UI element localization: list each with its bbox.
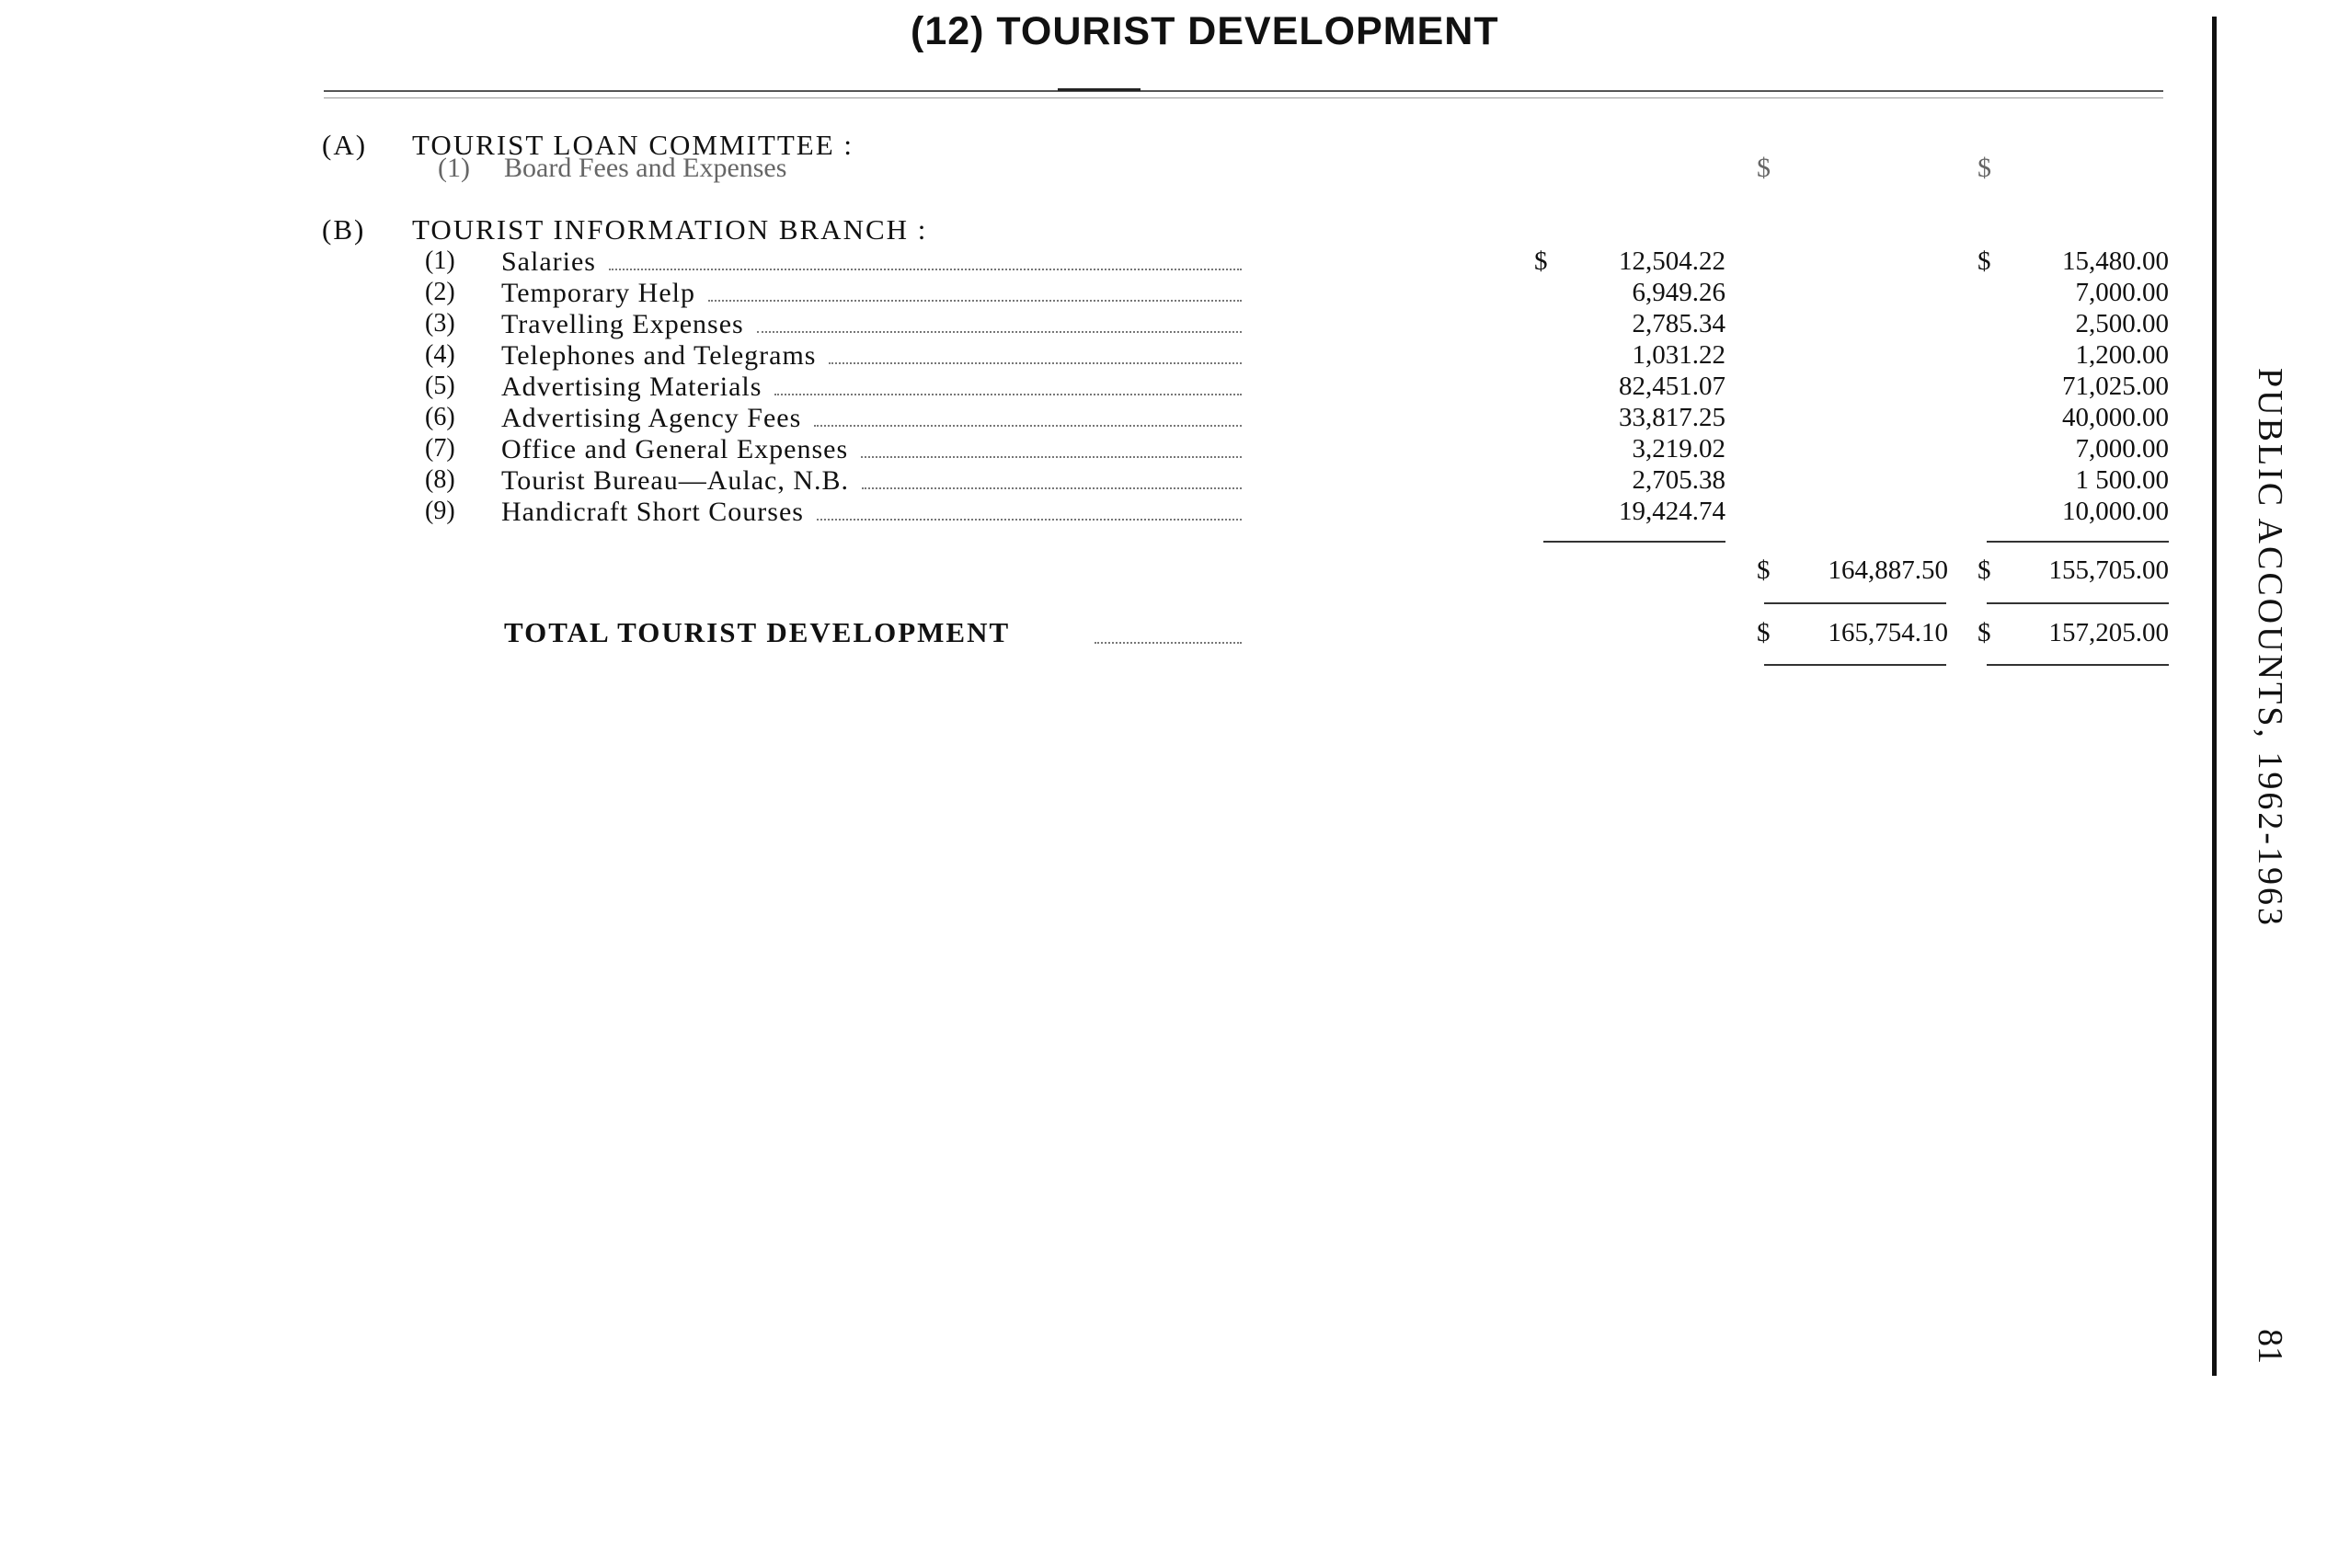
leader-dots: [861, 456, 1242, 458]
table-row: [0, 465, 2207, 497]
item-budget-amount: 15,480.00: [2062, 246, 2169, 276]
leader-dots: [814, 425, 1242, 427]
item-budget-amount: 1,200.00: [2075, 340, 2169, 370]
section-b-title: TOURIST INFORMATION BRANCH :: [412, 213, 928, 246]
item-budget-amount: 10,000.00: [2062, 497, 2169, 526]
table-row: [0, 372, 2207, 403]
leader-dots: [829, 362, 1242, 364]
item-label: Advertising Materials: [501, 372, 762, 402]
leader-dots: [708, 300, 1242, 302]
table-row: [0, 434, 2207, 465]
table-row: [0, 309, 2207, 340]
header-rule-accent: [1058, 88, 1141, 91]
subtotal-budget: 155,705.00: [2048, 555, 2169, 585]
dollar-sign-budget: $: [1977, 246, 1991, 276]
item-budget-amount: 2,500.00: [2075, 309, 2169, 338]
section-a-item-label: Board Fees and Expenses: [504, 153, 787, 183]
subtotal-dollar-actual: $: [1757, 555, 1771, 585]
item-number: (5): [425, 372, 455, 400]
item-actual-amount: 82,451.07: [1619, 372, 1725, 401]
item-actual-amount: 12,504.22: [1619, 246, 1725, 276]
item-actual-amount: 2,785.34: [1632, 309, 1725, 338]
total-leader-dots: [1095, 642, 1242, 644]
subtotal-rule-actual: [1764, 602, 1946, 604]
table-row: [0, 497, 2207, 528]
item-number: (8): [425, 465, 455, 494]
page-number: 81: [2251, 1329, 2289, 1364]
section-a-item-num: (1): [438, 153, 470, 183]
item-actual-amount: 1,031.22: [1632, 340, 1725, 370]
header-rule-bottom: [324, 97, 2163, 98]
leader-dots: [774, 394, 1242, 395]
item-actual-amount: 19,424.74: [1619, 497, 1725, 526]
total-rule-actual: [1764, 664, 1946, 666]
table-row: [0, 278, 2207, 309]
total-rule-budget: [1987, 664, 2169, 666]
item-label: Salaries: [501, 246, 596, 277]
section-a-dollar-actual: $: [1757, 153, 1771, 183]
item-number: (9): [425, 497, 455, 525]
item-label: Temporary Help: [501, 278, 695, 308]
item-number: (1): [425, 246, 455, 275]
item-budget-amount: 1 500.00: [2075, 465, 2169, 495]
leader-dots: [609, 269, 1242, 270]
dollar-sign-actual: $: [1534, 246, 1548, 276]
item-label: Advertising Agency Fees: [501, 403, 802, 433]
table-row: [0, 246, 2207, 278]
item-actual-amount: 3,219.02: [1632, 434, 1725, 464]
item-budget-amount: 40,000.00: [2062, 403, 2169, 432]
rule-budget-column: [1987, 541, 2169, 543]
item-label: Travelling Expenses: [501, 309, 744, 339]
table-row: [0, 403, 2207, 434]
section-a-label: (A): [322, 129, 368, 161]
running-title: PUBLIC ACCOUNTS, 1962-1963: [2251, 368, 2289, 928]
section-a-dollar-budget: $: [1977, 153, 1991, 183]
item-label: Telephones and Telegrams: [501, 340, 817, 371]
item-number: (6): [425, 403, 455, 431]
subtotal-actual: 164,887.50: [1828, 555, 1948, 585]
item-budget-amount: 7,000.00: [2075, 278, 2169, 307]
header-rule-top: [324, 90, 2163, 92]
item-number: (7): [425, 434, 455, 463]
leader-dots: [862, 487, 1242, 489]
page-title: (12) TOURIST DEVELOPMENT: [911, 9, 1499, 53]
item-actual-amount: 2,705.38: [1632, 465, 1725, 495]
item-number: (4): [425, 340, 455, 369]
item-label: Tourist Bureau—Aulac, N.B.: [501, 465, 850, 496]
item-actual-amount: 6,949.26: [1632, 278, 1725, 307]
total-actual: 165,754.10: [1828, 618, 1948, 647]
item-number: (3): [425, 309, 455, 338]
total-dollar-actual: $: [1757, 618, 1771, 647]
table-row: [0, 340, 2207, 372]
item-number: (2): [425, 278, 455, 306]
item-label: Office and General Expenses: [501, 434, 849, 464]
leader-dots: [817, 519, 1242, 521]
subtotal-dollar-budget: $: [1977, 555, 1991, 585]
item-budget-amount: 7,000.00: [2075, 434, 2169, 464]
total-budget: 157,205.00: [2048, 618, 2169, 647]
total-dollar-budget: $: [1977, 618, 1991, 647]
total-label: TOTAL TOURIST DEVELOPMENT: [504, 616, 1011, 648]
rule-actual-column: [1543, 541, 1725, 543]
item-actual-amount: 33,817.25: [1619, 403, 1725, 432]
leader-dots: [757, 331, 1242, 333]
item-budget-amount: 71,025.00: [2062, 372, 2169, 401]
margin-vertical-rule: [2212, 17, 2217, 1376]
subtotal-rule-budget: [1987, 602, 2169, 604]
section-a-title: TOURIST LOAN COMMITTEE :: [412, 129, 854, 161]
section-b-label: (B): [322, 213, 366, 246]
item-label: Handicraft Short Courses: [501, 497, 804, 527]
